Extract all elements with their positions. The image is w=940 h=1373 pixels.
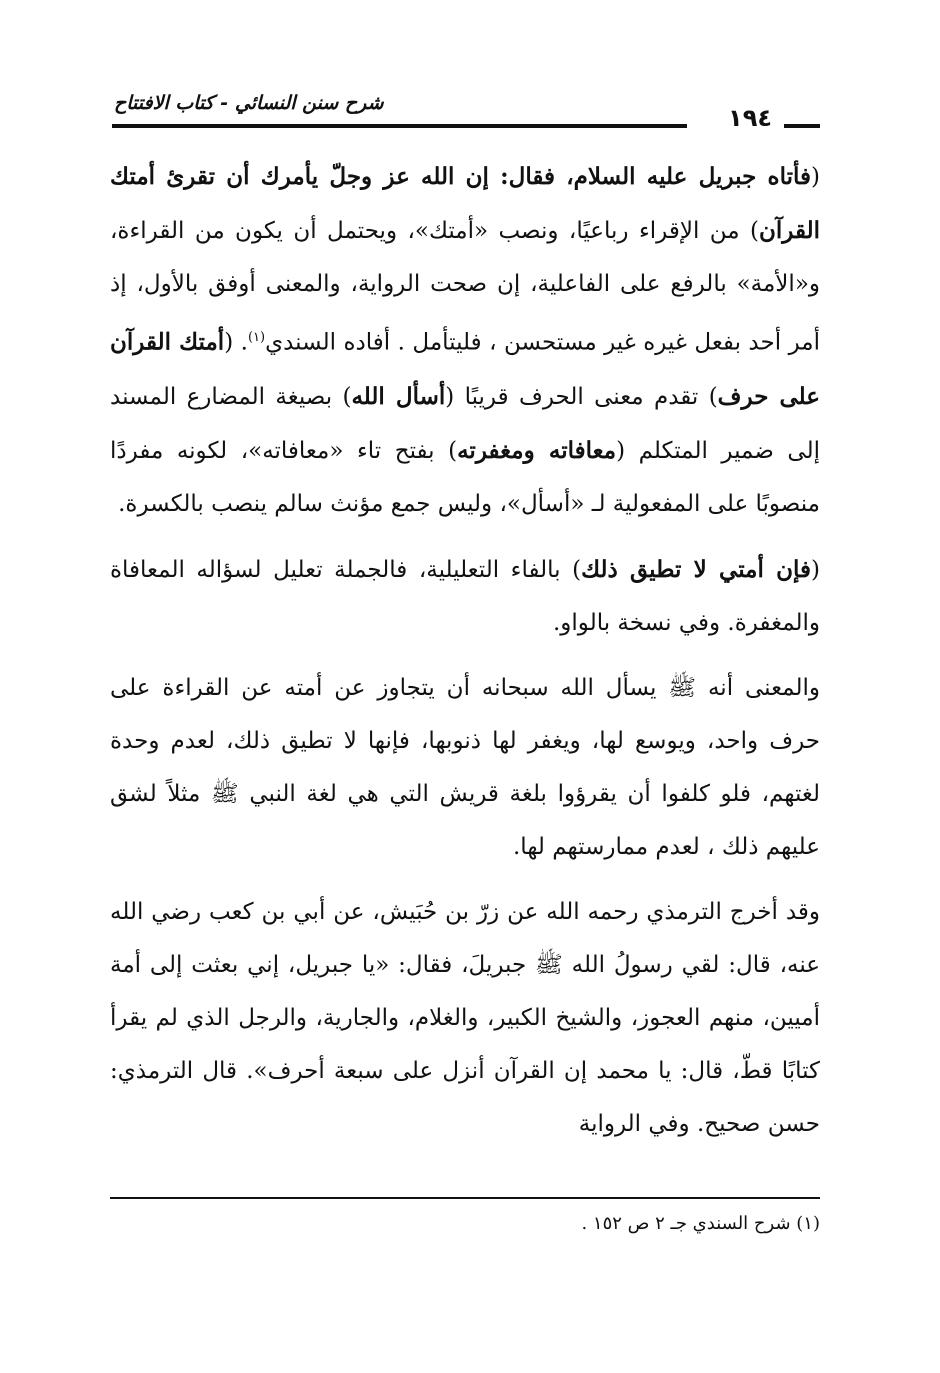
paragraph-text: ) تقدم معنى الحرف قريبًا ( — [445, 383, 718, 410]
quoted-hadith: فإن أمتي لا تطيق ذلك — [581, 555, 812, 583]
main-text — [110, 150, 820, 1163]
header-dash — [784, 124, 820, 128]
paragraph-text: والمعنى أنه ﷺ يسأل الله سبحانه أن يتجاوز عن أمته عن القراءة على حرف واحد، ويوسع لها، ويغفر لها ذنوبها، فإنها لا تطيق ذلك، لعدم وحدة لغتهم، فلو كلفوا أن يقرؤوا بلغة قريش التي هي لغة النبي ﷺ مثلاً لشق عليهم ذلك ، لعدم ممارستهم لها. — [110, 674, 820, 860]
footnote-separator — [110, 1197, 820, 1199]
paragraph-text: . ( — [224, 329, 248, 356]
quoted-hadith: فأتاه جبريل عليه السلام، فقال: إن الله عز وجلّ يأمرك أن تقرئ أمتك القرآن — [110, 163, 820, 244]
paragraph-text: ) بصيغة المضارع المسند إلى ضمير المتكلم ( — [110, 383, 820, 464]
paragraph-2 — [110, 543, 820, 650]
paragraph-text: ) من الإقراء رباعيًا، ونصب «أمتك»، ويحتمل أن يكون من القراءة، و«الأمة» بالرفع على الفاعلية، إن صحت الرواية، والمعنى أوفق بالأول، إذ أمر أحد بفعل غيره غير مستحسن ، فليتأمل . أفاده السندي — [110, 218, 820, 356]
running-title: شرح سنن النسائي - كتاب الافتتاح — [114, 92, 384, 114]
quoted-hadith: أسأل الله — [351, 382, 446, 410]
footnote-reference: (١) — [247, 330, 266, 345]
paragraph-text: وقد أخرج الترمذي رحمه الله عن زرّ بن حُبَيش، عن أبي بن كعب رضي الله عنه، قال: لقي رسولُ الله ﷺ جبريلَ، فقال: «يا جبريل، إني بعثت إلى أمة أميين، منهم العجوز، والشيخ الكبير، والغلام، والجارية، والرجل الذي لم يقرأ كتابًا قطّ، قال: يا محمد إن القرآن أنزل على سبعة أحرف». قال الترمذي: حسن صحيح. وفي الرواية — [110, 898, 820, 1137]
quoted-hadith: معافاته ومغفرته — [457, 436, 617, 464]
header-rule — [112, 124, 687, 128]
page-number: ١٩٤ — [728, 104, 772, 132]
footnote: (١) شرح السندي جـ ٢ ص ١٥٢ . — [581, 1213, 820, 1234]
paragraph-text: ) بفتح تاء «معافاته»، لكونه مفردًا منصوبًا على المفعولية لـ «أسأل»، وليس جمع مؤنث سالم ينصب بالكسرة. — [110, 437, 820, 517]
running-header — [112, 92, 820, 136]
paragraph-text: ( — [811, 556, 820, 583]
paragraph-4 — [110, 886, 820, 1151]
paragraph-text: ( — [811, 164, 820, 190]
paragraph-3 — [110, 662, 820, 874]
quoted-hadith: أمتك القرآن على حرف — [110, 328, 820, 410]
paragraph-1 — [110, 150, 820, 531]
paragraph-text: ) بالفاء التعليلية، فالجملة تعليل لسؤاله المعافاة والمغفرة. وفي نسخة بالواو. — [110, 556, 820, 636]
